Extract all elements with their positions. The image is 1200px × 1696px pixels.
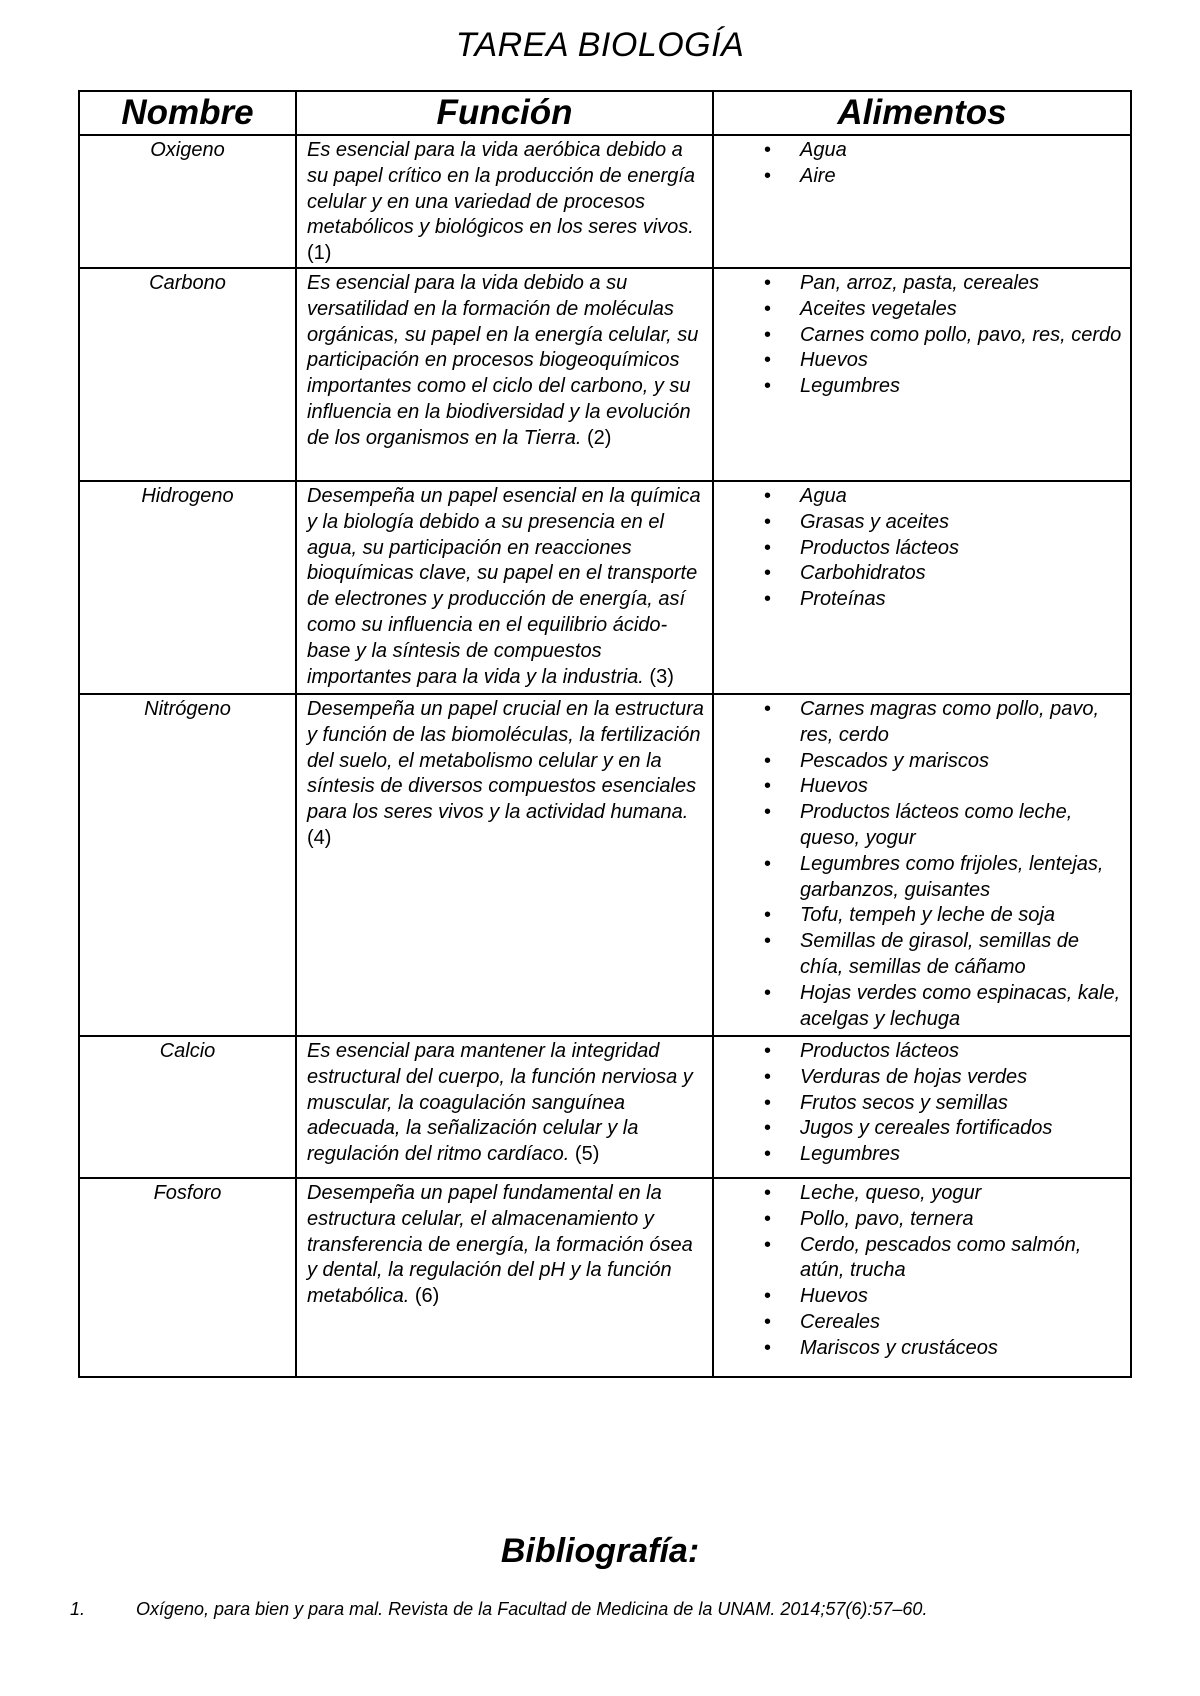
bibliography-text: Oxígeno, para bien y para mal. Revista de la Facultad de Medicina de la UNAM. 2014;57(6):57–60. [136, 1599, 928, 1619]
food-item: • Productos lácteos [800, 536, 1124, 562]
table-header-row [79, 91, 1131, 135]
table-row [79, 481, 1131, 694]
bibliography-number: 1. [70, 1599, 86, 1619]
food-list [714, 1181, 1124, 1362]
food-item: • Semillas de girasol, semillas de chía, semillas de cáñamo [800, 929, 1124, 981]
element-name: Oxigeno [79, 135, 296, 268]
food-item: • Huevos [800, 348, 1124, 374]
food-list [714, 1039, 1124, 1168]
element-foods [713, 481, 1131, 694]
food-list [714, 484, 1124, 613]
food-item: • Carbohidratos [800, 561, 1124, 587]
food-item: • Pan, arroz, pasta, cereales [800, 271, 1124, 297]
food-item: • Cerdo, pescados como salmón, atún, trucha [800, 1233, 1124, 1285]
food-item: • Legumbres [800, 374, 1124, 400]
food-item: • Tofu, tempeh y leche de soja [800, 903, 1124, 929]
food-item: • Cereales [800, 1310, 1124, 1336]
food-item: • Agua [800, 484, 1124, 510]
bibliography-title: Bibliografía: [500, 1532, 700, 1570]
table-row [79, 1178, 1131, 1377]
food-item: • Pollo, pavo, ternera [800, 1207, 1124, 1233]
function-text: Es esencial para la vida debido a su versatilidad en la formación de moléculas orgánicas, su papel en la energía celular, su participación en procesos biogeoquímicos importantes como el ciclo del carbono, y su influencia en la biodiversidad y la evolución de los organismos en la Tierra. [307, 271, 699, 449]
function-text: Es esencial para mantener la integridad estructural del cuerpo, la función nerviosa y muscular, la coagulación sanguínea adecuada, la señalización celular y la regulación del ritmo cardíaco. [307, 1039, 693, 1166]
elements-table [78, 90, 1132, 1378]
element-foods [713, 135, 1131, 268]
food-item: • Legumbres como frijoles, lentejas, garbanzos, guisantes [800, 852, 1124, 904]
food-item: • Leche, queso, yogur [800, 1181, 1124, 1207]
function-text: Es esencial para la vida aeróbica debido a su papel crítico en la producción de energía celular y en una variedad de procesos metabólicos y biológicos en los seres vivos. [307, 139, 696, 239]
food-item: • Carnes magras como pollo, pavo, res, cerdo [800, 697, 1124, 749]
table-row [79, 135, 1131, 268]
element-function [296, 1178, 713, 1377]
function-text: Desempeña un papel esencial en la química y la biología debido a su presencia en el agua, su participación en reacciones bioquímicas clave, su papel en el transporte de electrones y producción de energía, así como su influencia en el equilibrio ácido-base y la síntesis de compuestos importantes para la vida y la industria. [307, 484, 701, 688]
element-name: Fosforo [79, 1178, 296, 1377]
bibliography-item [70, 1599, 1150, 1620]
reference-number: (5) [574, 1143, 600, 1166]
table-row [79, 268, 1131, 481]
element-function [296, 268, 713, 481]
element-function [296, 694, 713, 1036]
reference-number: (3) [649, 665, 674, 688]
food-item: • Huevos [800, 1284, 1124, 1310]
food-item: • Verduras de hojas verdes [800, 1065, 1124, 1091]
element-foods [713, 694, 1131, 1036]
food-item: • Legumbres [800, 1142, 1124, 1168]
table-row [79, 1036, 1131, 1178]
food-item: • Productos lácteos como leche, queso, yogur [800, 800, 1124, 852]
table-row [79, 694, 1131, 1036]
element-foods [713, 268, 1131, 481]
food-item: • Productos lácteos [800, 1039, 1124, 1065]
header-alimentos: Alimentos [713, 91, 1131, 135]
reference-number: (1) [307, 242, 332, 265]
food-list [714, 138, 1124, 190]
food-item: • Mariscos y crustáceos [800, 1336, 1124, 1362]
element-function [296, 1036, 713, 1178]
food-item: • Proteínas [800, 587, 1124, 613]
food-item: • Huevos [800, 774, 1124, 800]
header-nombre: Nombre [79, 91, 296, 135]
bibliography-list [70, 1599, 1150, 1620]
food-item: • Frutos secos y semillas [800, 1091, 1124, 1117]
food-item: • Agua [800, 138, 1124, 164]
reference-number: (2) [586, 426, 612, 449]
food-list [714, 271, 1124, 400]
function-text: Desempeña un papel crucial en la estructura y función de las biomoléculas, la fertilización del suelo, el metabolismo celular y en la síntesis de diversos compuestos esenciales para los seres vivos y la actividad humana. [307, 697, 704, 824]
reference-number: (6) [414, 1285, 440, 1308]
element-foods [713, 1178, 1131, 1377]
food-item: • Jugos y cereales fortificados [800, 1116, 1124, 1142]
element-name: Calcio [79, 1036, 296, 1178]
element-function [296, 481, 713, 694]
food-item: • Pescados y mariscos [800, 749, 1124, 775]
food-item: • Aceites vegetales [800, 297, 1124, 323]
function-text: Desempeña un papel fundamental en la estructura celular, el almacenamiento y transferencia de energía, la formación ósea y dental, la regulación del pH y la función metabólica. [307, 1181, 693, 1308]
element-name: Hidrogeno [79, 481, 296, 694]
food-item: • Hojas verdes como espinacas, kale, acelgas y lechuga [800, 981, 1124, 1033]
food-item: • Aire [800, 164, 1124, 190]
food-item: • Grasas y aceites [800, 510, 1124, 536]
element-foods [713, 1036, 1131, 1178]
element-name: Carbono [79, 268, 296, 481]
element-function [296, 135, 713, 268]
food-list [714, 697, 1124, 1032]
header-funcion: Función [296, 91, 713, 135]
page-title: TAREA BIOLOGÍA [455, 26, 745, 64]
reference-number: (4) [307, 826, 332, 849]
food-item: • Carnes como pollo, pavo, res, cerdo [800, 323, 1124, 349]
element-name: Nitrógeno [79, 694, 296, 1036]
